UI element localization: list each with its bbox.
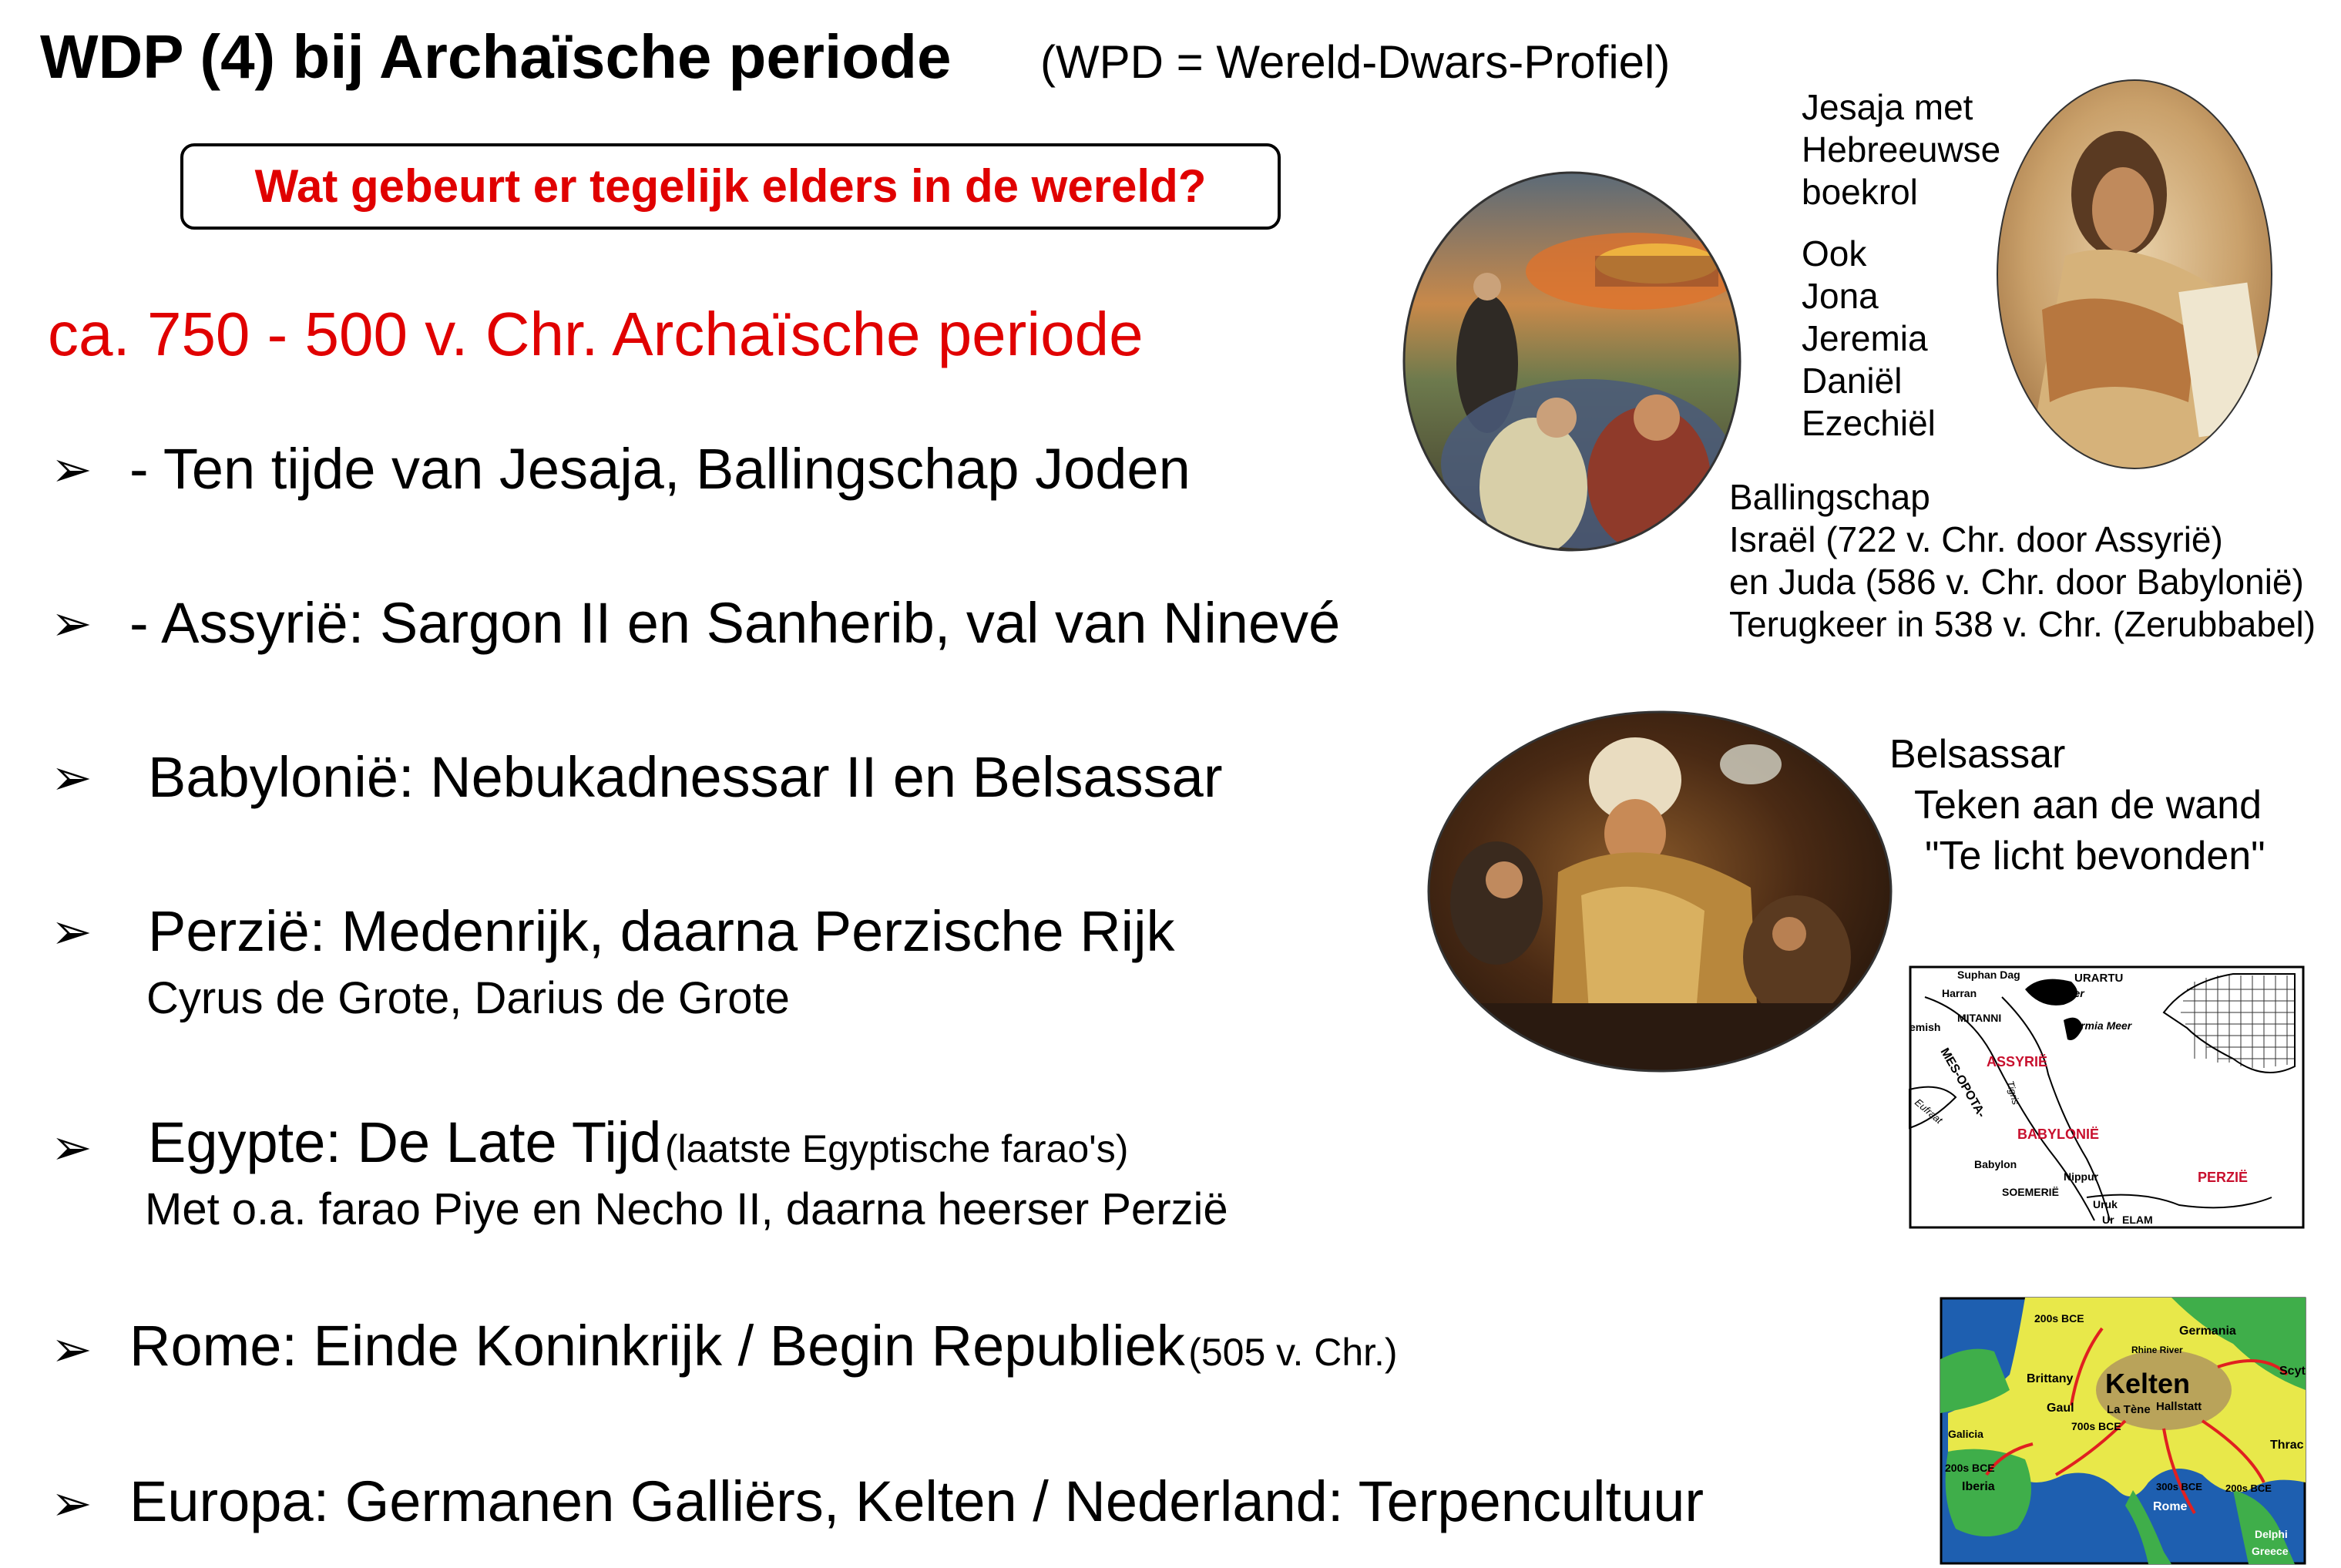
- map-label-suphan-dag: Suphan Dag: [1957, 969, 2020, 981]
- exile-painting: [1402, 171, 1741, 552]
- map-label-300s-bce: 300s BCE: [2156, 1481, 2202, 1492]
- bullet-arrow-icon: ➢: [51, 596, 92, 651]
- map-label-thrac: Thrac: [2270, 1439, 2304, 1452]
- bullet-arrow-icon: ➢: [51, 1476, 92, 1531]
- jesaja-note-line: boekrol: [1802, 172, 1918, 212]
- map-label-van-meer: Van Meer: [2037, 987, 2084, 999]
- map-label-perzie: PERZIË: [2198, 1170, 2249, 1185]
- bullet-assyrie: - Assyrië: Sargon II en Sanherib, val van Ninevé: [129, 591, 1341, 655]
- exile-note-line: Israël (722 v. Chr. door Assyrië): [1729, 519, 2223, 559]
- map-label-harran: Harran: [1942, 987, 1977, 999]
- jesaja-note-line: Jesaja met: [1802, 87, 1973, 127]
- map-label-urartu: URARTU: [2074, 972, 2124, 985]
- prophets-note-line: Jona: [1802, 276, 1879, 316]
- map-label-200s-bce: 200s BCE: [2034, 1312, 2084, 1325]
- map-label-200s-bce-iberia: 200s BCE: [1945, 1462, 1995, 1474]
- map-label-gaul: Gaul: [2047, 1402, 2074, 1415]
- bullet-perzie-sub: Cyrus de Grote, Darius de Grote: [146, 973, 790, 1023]
- bullet-europa: Europa: Germanen Galliërs, Kelten / Nederland: Terpencultuur: [129, 1469, 1704, 1533]
- celts-map: [1940, 1298, 2306, 1564]
- exile-note: [1729, 476, 2316, 646]
- map-label-scyt: Scyt: [2279, 1365, 2306, 1378]
- prophets-note-line: Ezechiël: [1802, 403, 1936, 443]
- bullet-babylonie: Babylonië: Nebukadnessar II en Belsassar: [148, 745, 1223, 809]
- bullet-egypte-suffix: (laatste Egyptische farao's): [664, 1127, 1129, 1170]
- map-label-iberia: Iberia: [1962, 1480, 1995, 1493]
- bullet-arrow-icon: ➢: [51, 904, 92, 959]
- map-label-kelten: Kelten: [2105, 1368, 2191, 1399]
- map-label-brittany: Brittany: [2027, 1372, 2074, 1385]
- bullet-arrow-icon: ➢: [51, 442, 92, 497]
- map-label-700s-bce: 700s BCE: [2071, 1420, 2121, 1432]
- prophets-note-line: Jeremia: [1802, 318, 1928, 358]
- bullet-egypte: Egypte: De Late Tijd: [148, 1110, 662, 1174]
- bullet-rome-suffix: (505 v. Chr.): [1188, 1331, 1398, 1374]
- prophets-note: [1802, 233, 1936, 445]
- map-label-200s-bce-east: 200s BCE: [2225, 1482, 2272, 1494]
- map-label-eufraat: Eufraat: [1913, 1096, 1945, 1126]
- page-subtitle: (WPD = Wereld-Dwars-Profiel): [1040, 36, 1671, 88]
- map-label-delphi: Delphi: [2255, 1528, 2288, 1540]
- map-label-galicia: Galicia: [1948, 1428, 1983, 1440]
- jesaja-portrait: [1996, 79, 2273, 470]
- map-label-rhine-river: Rhine River: [2131, 1345, 2183, 1355]
- map-label-babylon: Babylon: [1974, 1158, 2017, 1170]
- map-label-mitanni: MITANNI: [1957, 1012, 2002, 1024]
- bullet-egypte-sub: Met o.a. farao Piye en Necho II, daarna heerser Perzië: [145, 1184, 1228, 1234]
- page-title: WDP (4) bij Archaïsche periode: [40, 22, 952, 91]
- map-label-emish: emish: [1909, 1021, 1941, 1033]
- prophets-note-line: Ook: [1802, 233, 1867, 274]
- exile-note-line: Terugkeer in 538 v. Chr. (Zerubbabel): [1729, 604, 2316, 644]
- jesaja-note: [1802, 86, 2000, 213]
- map-label-la-tene: La Tène: [2107, 1403, 2151, 1416]
- exile-note-line: en Juda (586 v. Chr. door Babylonië): [1729, 562, 2304, 602]
- map-label-assyrie: ASSYRIË: [1987, 1054, 2048, 1069]
- bullet-arrow-icon: ➢: [51, 1321, 92, 1377]
- map-label-babylonie: BABYLONIË: [2017, 1126, 2100, 1142]
- exile-note-line: Ballingschap: [1729, 477, 1930, 517]
- map-label-ur: Ur: [2102, 1214, 2114, 1226]
- map-label-elam: ELAM: [2122, 1214, 2153, 1226]
- bullet-rome: Rome: Einde Koninkrijk / Begin Republiek: [129, 1314, 1185, 1378]
- map-label-rome: Rome: [2153, 1500, 2188, 1513]
- bullet-arrow-icon: ➢: [51, 1120, 92, 1175]
- bullet-jesaja: - Ten tijde van Jesaja, Ballingschap Joden: [129, 437, 1191, 501]
- question-box: Wat gebeurt er tegelijk elders in de wereld?: [180, 143, 1281, 230]
- bullet-rome-line: [129, 1313, 1398, 1378]
- map-label-mesopota: MES-OPOTA-: [1937, 1046, 1988, 1120]
- jesaja-note-line: Hebreeuwse: [1802, 129, 2001, 170]
- prophets-note-line: Daniël: [1802, 361, 1903, 401]
- bullet-perzie: Perzië: Medenrijk, daarna Perzische Rijk: [148, 899, 1175, 963]
- map-label-tigris: Tigris: [2004, 1079, 2022, 1106]
- map-label-greece: Greece: [2252, 1545, 2289, 1557]
- mesopotamia-map: [1909, 966, 2304, 1228]
- bullet-egypte-line: [148, 1110, 1128, 1175]
- map-label-soemerie: SOEMERIË: [2002, 1186, 2059, 1198]
- map-label-nippur: Nippur: [2064, 1170, 2099, 1183]
- belsassar-note-title: Belsassar: [1889, 732, 2066, 777]
- map-label-uruk: Uruk: [2093, 1198, 2118, 1210]
- belsassar-note-line: "Te licht bevonden": [1925, 834, 2265, 878]
- map-label-urmia-meer: Urmia Meer: [2073, 1019, 2132, 1032]
- bullet-arrow-icon: ➢: [51, 750, 92, 805]
- map-label-germania: Germania: [2179, 1325, 2236, 1338]
- map-label-hallstatt: Hallstatt: [2156, 1400, 2202, 1413]
- period-heading: ca. 750 - 500 v. Chr. Archaïsche periode: [48, 300, 1144, 368]
- belsassar-note-line: Teken aan de wand: [1914, 783, 2262, 828]
- belsassar-painting: [1427, 710, 1893, 1073]
